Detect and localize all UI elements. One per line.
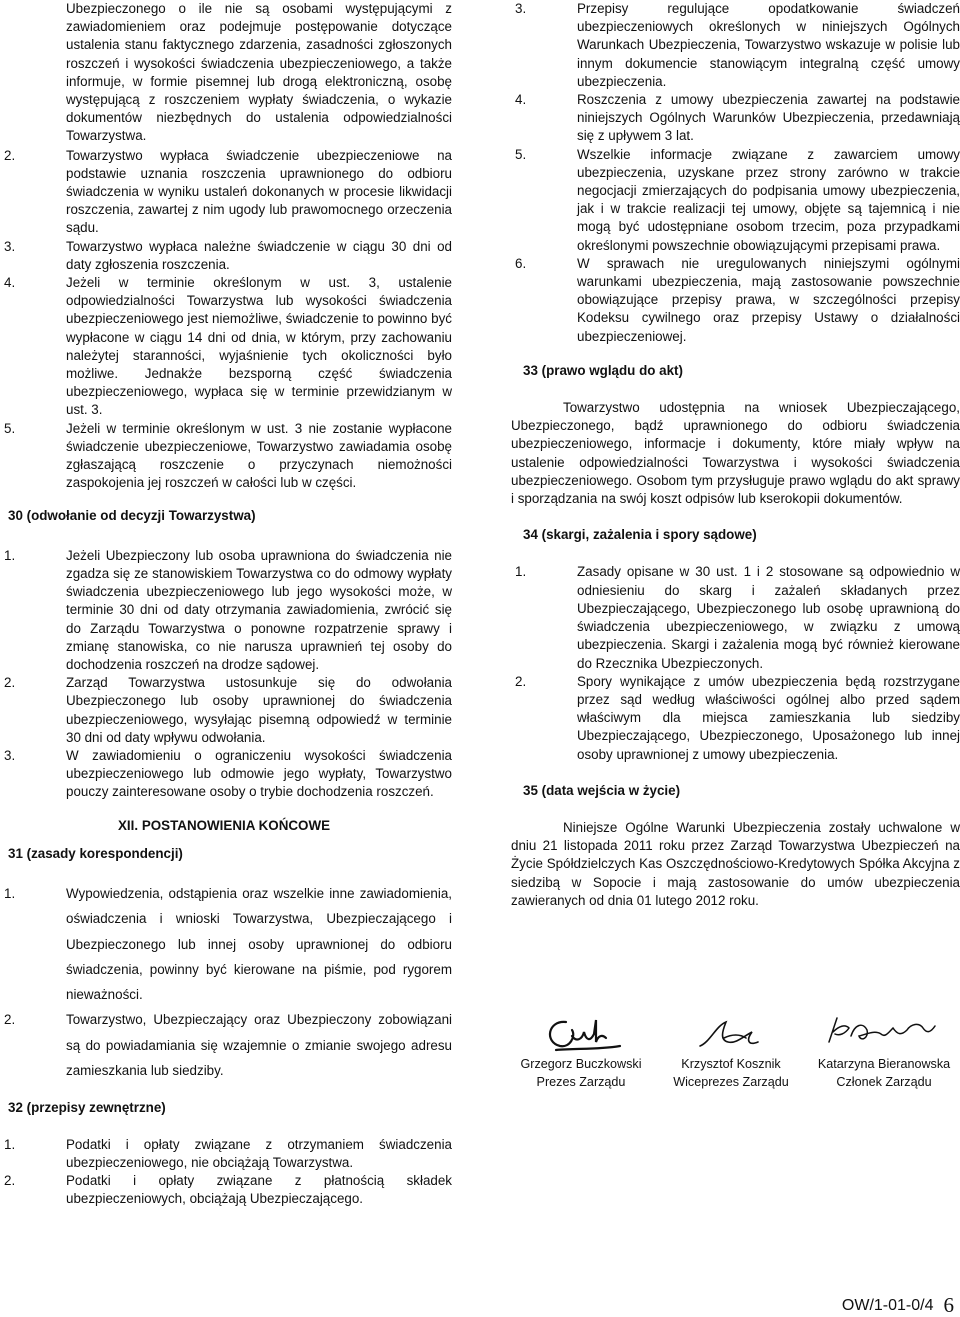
chapter-title: XII. POSTANOWIENIA KOŃCOWE <box>118 817 331 833</box>
list-item <box>511 255 960 346</box>
item-text: Podatki i opłaty związane z płatnością składek ubezpieczeniowych, obciążają Ubezpieczającego. <box>66 1172 452 1207</box>
section-heading-34: 34 (skargi, zażalenia i spory sądowe) <box>523 527 757 543</box>
item-number: 2. <box>4 675 16 691</box>
item-number: 2. <box>4 1012 16 1028</box>
signatory-role: Wiceprezes Zarządu <box>673 1074 789 1089</box>
item-text: Wszelkie informacje związane z zawarciem umowy ubezpieczenia, uzyskane przez strony zarówno w trakcie negocjacji zmierzających do podpisania umowy ubezpieczenia, jak i w trakcie realizacji tej umowy, objęte są tajemnicą i nie mogą być udostępniane osobom trzecim, poza przypadkami określonymi powszechnie obowiązującymi przepisami prawa. <box>577 146 960 253</box>
item-text: Towarzystwo wypłaca należne świadczenie w ciągu 30 dni od daty zgłoszenia roszczenia. <box>66 238 452 272</box>
page-footer <box>842 1294 954 1315</box>
signature-board-member <box>809 1012 959 1091</box>
page-number: 6 <box>943 1293 954 1317</box>
handwritten-signature-icon <box>819 1012 949 1056</box>
item-number: 2. <box>4 147 16 163</box>
section-heading-32: 32 (przepisy zewnętrzne) <box>8 1100 166 1116</box>
section-heading-33: 33 (prawo wglądu do akt) <box>523 362 683 378</box>
signature-vice-president <box>656 1012 806 1091</box>
item-text: Podatki i opłaty związane z otrzymaniem świadczenia ubezpieczeniowego, nie obciążają Towarzystwa. <box>66 1136 452 1170</box>
list-item <box>0 238 452 274</box>
list-item <box>0 547 452 674</box>
list-item <box>0 881 452 1007</box>
section-heading-31: 31 (zasady korespondencji) <box>8 845 183 861</box>
item-number: 3. <box>515 1 527 16</box>
item-number: 1. <box>4 547 16 563</box>
signatures-block <box>511 1012 960 1092</box>
paragraph-35: Niniejsze Ogólne Warunki Ubezpieczenia zostały uchwalone w dniu 21 listopada 2011 roku przez Zarząd Towarzystwa Ubezpieczeń na Życie Spółdzielczych Kas Oszczędnościowo-Kredytowych Spółka Akcyjna z siedzibą w Sopocie i mają zastosowanie do umów ubezpieczenia zawieranych od dnia 01 lutego 2012 roku. <box>511 819 960 908</box>
list-item <box>0 747 452 802</box>
list-item <box>511 91 960 146</box>
document-code: OW/1-01-0/4 <box>841 1297 934 1314</box>
left-column <box>0 0 452 1208</box>
item-number: 3. <box>4 238 16 254</box>
item-number: 1. <box>515 564 527 580</box>
signatory-name: Katarzyna Bieranowska <box>817 1057 951 1071</box>
intro-paragraph <box>0 0 452 146</box>
signatory-name: Grzegorz Buczkowski <box>520 1057 642 1071</box>
item-number: 5. <box>4 420 16 436</box>
item-text: Jeżeli w terminie określonym w ust. 3 nie zostanie wypłacone świadczenie ubezpieczeniowe, Towarzystwo zawiadamia osobę zgłaszającą roszczenie o przyczynach niemożności zaspokojenia jej roszczeń w całości lub w części. <box>66 420 452 491</box>
list-item <box>511 0 960 91</box>
list-item <box>0 674 452 747</box>
item-text: Zarząd Towarzystwa ustosunkuje się do odwołania Ubezpieczonego lub osoby uprawnionej do świadczenia ubezpieczeniowego, wysyłając pisemną odpowiedź w terminie 30 dni od daty wpływu odwołania. <box>66 675 452 745</box>
item-text: Towarzystwo, Ubezpieczający oraz Ubezpieczony zobowiązani są do powiadamiania się wzajemnie o zmianie swojego adresu zamieszkania lub siedziby. <box>66 1012 452 1079</box>
list-item <box>0 274 452 420</box>
section-heading-35: 35 (data wejścia w życie) <box>523 782 681 798</box>
signatory-role: Prezes Zarządu <box>536 1074 626 1089</box>
item-number: 5. <box>515 146 527 162</box>
item-text: Przepisy regulujące opodatkowanie świadczeń ubezpieczeniowych określonych w niniejszych Ogólnych Warunkach Ubezpieczenia, Towarzystwo wskazuje w polisie lub innym dokumencie stanowiącym integralną część umowy ubezpieczenia. <box>577 1 960 89</box>
item-text: Jeżeli w terminie określonym w ust. 3, ustalenie odpowiedzialności Towarzystwa lub wysokości świadczenia ubezpieczeniowego jest niemożliwe, świadczenie to powinno być wypłacone w ciągu 14 dni od dnia, w którym, przy zachowaniu należytej staranności, wyjaśnienie tych okoliczności było możliwe. Jednakże bezsporną część świadczenia ubezpieczeniowego, wypłaca się w terminie przewidzianym w ust. 3. <box>66 275 452 418</box>
list-item <box>511 146 960 255</box>
intro-text: Ubezpieczonego o ile nie są osobami występującymi z zawiadomieniem oraz podejmuje postępowanie dotyczące ustalenia stanu faktycznego zdarzenia, zasadności zgłoszonych roszczeń i wysokości świadczenia ubezpieczeniowego, a także informuje, w formie pisemnej lub drogą elektroniczną, osobę występującą z roszczeniem wypłaty świadczenia, o wykazie dokumentów niezbędnych do ustalenia odpowiedzialności Towarzystwa. <box>66 1 452 144</box>
list-item <box>0 147 452 238</box>
list-item <box>511 563 960 672</box>
section-heading-30: 30 (odwołanie od decyzji Towarzystwa) <box>8 508 256 524</box>
item-number: 1. <box>4 885 16 901</box>
paragraph-33: Towarzystwo udostępnia na wniosek Ubezpieczającego, Ubezpieczonego, bądź uprawnionego do odbioru świadczenia ubezpieczeniowego, informacje i dokumenty, które miały wpływ na ustalenie odpowiedzialności Towarzystwa i wysokości świadczenia ubezpieczeniowego. Osobom tym przysługuje prawo wglądu do akt sprawy i sporządzania na swój koszt odpisów lub kserokopii dokumentów. <box>511 400 960 507</box>
right-column <box>511 0 960 910</box>
item-text: Towarzystwo wypłaca świadczenie ubezpieczeniowe na podstawie uznania roszczenia uprawnionego do odbioru świadczenia w wyniku ustaleń dokonanych w procesie likwidacji roszczenia, zawartej z nim ugody lub prawomocnego orzeczenia sądu. <box>66 147 452 236</box>
handwritten-signature-icon <box>536 1012 626 1056</box>
item-text: Spory wynikające z umów ubezpieczenia będą rozstrzygane przez sąd według właściwości ogólnej albo przed sądem właściwym dla miejsca zamieszkania lub siedziby Ubezpieczającego, Ubezpieczonego, Uposażonego lub innej osoby uprawnionej z umowy ubezpieczenia. <box>577 673 960 762</box>
item-number: 4. <box>4 275 16 291</box>
item-number: 1. <box>4 1136 16 1152</box>
list-item <box>0 1172 452 1208</box>
signatory-name: Krzysztof Kosznik <box>681 1057 781 1071</box>
item-number: 4. <box>515 92 527 108</box>
list-item <box>511 673 960 764</box>
item-text: Wypowiedzenia, odstąpienia oraz wszelkie inne zawiadomienia, oświadczenia i wnioski Towarzystwa, Ubezpieczającego i Ubezpieczonego lub innej osoby uprawnionej do odbioru świadczenia, powinny być kierowane na piśmie, pod rygorem nieważności. <box>66 885 452 1003</box>
handwritten-signature-icon <box>686 1012 776 1056</box>
item-number: 2. <box>4 1172 16 1188</box>
list-item <box>0 1007 452 1083</box>
list-item <box>0 1136 452 1172</box>
item-number: 6. <box>515 255 527 271</box>
signature-president <box>506 1012 656 1091</box>
item-text: Zasady opisane w 30 ust. 1 i 2 stosowane są odpowiednio w odniesieniu do skarg i zażaleń składanych przez Ubezpieczającego, Ubezpieczonego lub osobę uprawnioną do świadczenia ubezpieczeniowego, w związku z umową ubezpieczenia. Skargi i zażalenia mogą być również kierowane do Rzecznika Ubezpieczonych. <box>577 564 960 671</box>
item-text: Jeżeli Ubezpieczony lub osoba uprawniona do świadczenia nie zgadza się ze stanowiskiem Towarzystwa co do odmowy wypłaty świadczenia ubezpieczeniowego lub jego wysokości może, w terminie 30 dni od daty otrzymania zawiadomienia, zwrócić się do Zarządu Towarzystwa o ponowne rozpatrzenie sprawy i zmianę stanowiska, co nie narusza uprawnień tej osoby do dochodzenia roszczeń na drodze sądowej. <box>66 547 452 672</box>
item-text: W sprawach nie uregulowanych niniejszymi ogólnymi warunkami ubezpieczenia, mają zastosowanie powszechnie obowiązujące przepisy prawa, w szczególności przepisy Kodeksu cywilnego oraz przepisy Ustawy o działalności ubezpieczeniowej. <box>577 255 960 344</box>
signatory-role: Członek Zarządu <box>836 1074 932 1089</box>
item-text: Roszczenia z umowy ubezpieczenia zawartej na podstawie niniejszych Ogólnych Warunków Ubezpieczenia, przedawniają się z upływem 3 lat. <box>577 92 960 144</box>
item-text: W zawiadomieniu o ograniczeniu wysokości świadczenia ubezpieczeniowego lub odmowie jego wypłaty, Towarzystwo pouczy zainteresowane osoby o trybie dochodzenia roszczeń. <box>66 747 452 800</box>
item-number: 3. <box>4 747 16 763</box>
item-number: 2. <box>515 673 527 689</box>
list-item <box>0 420 452 493</box>
